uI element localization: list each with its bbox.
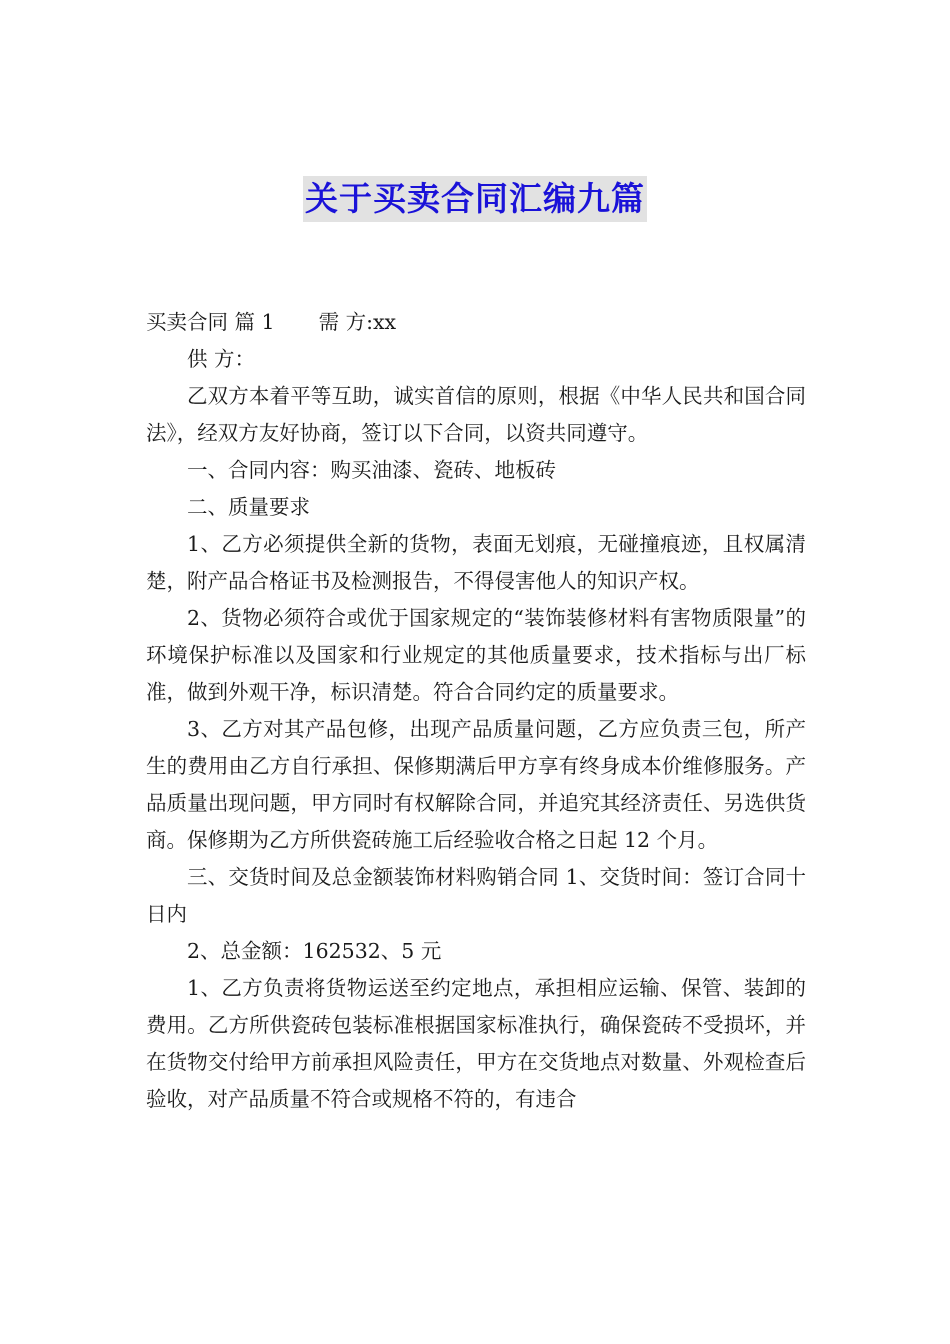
title-container [0,176,950,222]
paragraph: 2、货物必须符合或优于国家规定的“装饰装修材料有害物质限量”的环境保护标准以及国家和行业规定的其他质量要求，技术指标与出厂标准，做到外观干净，标识清楚。符合合同约定的质量要求。 [146,606,806,704]
paragraph: 1、乙方必须提供全新的货物，表面无划痕，无碰撞痕迹，且权属清楚，附产品合格证书及检测报告，不得侵害他人的知识产权。 [146,532,806,593]
document-title: 关于买卖合同汇编九篇 [303,176,647,222]
contract-label: 买卖合同 篇 1 [146,310,275,334]
paragraph: 乙双方本着平等互助，诚实首信的原则，根据《中华人民共和国合同法》，经双方友好协商，签订以下合同，以资共同遵守。 [146,384,806,445]
paragraph: 2、总金额：162532、5 元 [187,939,442,963]
paragraph: 3、乙方对其产品包修，出现产品质量问题，乙方应负责三包，所产生的费用由乙方自行承担、保修期满后甲方享有终身成本价维修服务。产品质量出现问题，甲方同时有权解除合同，并追究其经济责任、另选供货商。保修期为乙方所供瓷砖施工后经验收合格之日起 12 个月。 [146,717,806,852]
document-body [146,304,806,1118]
buyer-line: 需 方:xx [318,310,397,334]
paragraph: 一、合同内容：购买油漆、瓷砖、地板砖 [187,458,556,482]
paragraph: 供 方： [187,347,256,371]
heading-line [146,304,806,341]
paragraph: 1、乙方负责将货物运送至约定地点，承担相应运输、保管、装卸的费用。乙方所供瓷砖包装标准根据国家标准执行，确保瓷砖不受损坏，并在货物交付给甲方前承担风险责任，甲方在交货地点对数量、外观检查后验收，对产品质量不符合或规格不符的，有违合 [146,976,806,1111]
paragraph: 二、质量要求 [187,495,310,519]
paragraph: 三、交货时间及总金额装饰材料购销合同 1、交货时间：签订合同十日内 [146,865,806,926]
